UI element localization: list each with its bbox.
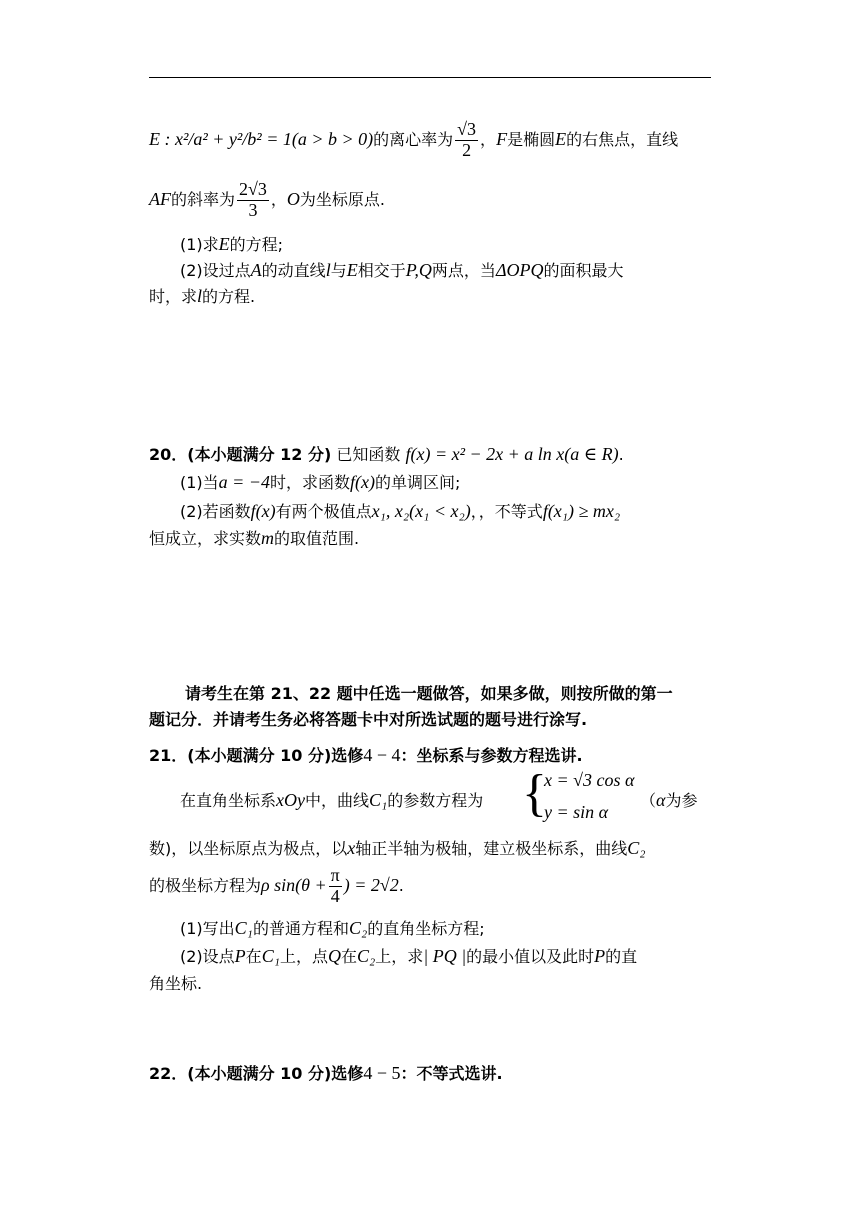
- p21-question1: (1)写出C₁的普通方程和C₂的直角坐标方程;: [180, 918, 485, 938]
- p21-line1-suffix: （α为参: [640, 790, 698, 810]
- p19-question1: (1)求E的方程;: [180, 234, 284, 254]
- p21-question2-line2: 角坐标.: [149, 974, 203, 993]
- pi-over-four-fraction: $\frac{\pi}{4}$: [330, 865, 340, 906]
- p20-question2-line2: 恒成立，求实数m的取值范围.: [149, 528, 360, 548]
- p21-line1: 在直角坐标系xOy中，曲线C₁的参数方程为: [180, 790, 484, 810]
- ellipse-equation: E : x²/a² + y²/b² = 1(a > b > 0): [149, 128, 374, 149]
- p19-line2: AF的斜率为 $\frac{2√3}{3}$ ，O为坐标原点.: [149, 179, 386, 220]
- eccentricity-fraction: $\frac{√3}{2}$: [457, 119, 477, 160]
- p21-line3: 的极坐标方程为ρ sin(θ + $\frac{\pi}{4}$ ) = 2√2.: [149, 865, 404, 906]
- instruction-line1: 请考生在第 21、22 题中任选一题做答，如果多做，则按所做的第一: [185, 684, 673, 703]
- p19-question2: (2)设过点A的动直线l与E相交于P,Q两点，当ΔOPQ的面积最大: [180, 260, 624, 280]
- p21-question2: (2)设点P在C₁上，点Q在C₂上，求| PQ |的最小值以及此时P的直: [180, 946, 638, 966]
- system-row2: y = sin α: [544, 802, 609, 822]
- p21-heading: 21．(本小题满分 10 分)选修4 − 4：坐标系与参数方程选讲.: [149, 745, 583, 765]
- left-brace: {: [522, 765, 547, 822]
- p19-line1: E : x²/a² + y²/b² = 1(a > b > 0)的离心率为 $\frac{√3}{2}$ ，F是椭圆E的右焦点，直线: [149, 119, 679, 160]
- header-rule: [149, 77, 711, 78]
- p21-line2: 数)，以坐标原点为极点，以x轴正半轴为极轴，建立极坐标系，曲线C₂: [149, 838, 646, 858]
- p20-question1: (1)当a = −4时，求函数f(x)的单调区间;: [180, 472, 461, 492]
- p20-question2: (2)若函数f(x)有两个极值点x₁, x₂(x₁ < x₂)，，不等式f(x₁) ≥ mx₂: [180, 501, 621, 521]
- p19-question2-line2: 时，求l的方程.: [149, 286, 256, 306]
- p22-heading: 22．(本小题满分 10 分)选修4 − 5：不等式选讲.: [149, 1063, 503, 1083]
- instruction-line2: 题记分．并请考生务必将答题卡中对所选试题的题号进行涂写.: [149, 710, 588, 729]
- p20-heading: 20．(本小题满分 12 分) 已知函数 f(x) = x² − 2x + a ln x(a ∈ R).: [149, 444, 624, 464]
- system-row1: x = √3 cos α: [544, 770, 635, 790]
- function-definition: f(x) = x² − 2x + a ln x(a ∈ R): [405, 444, 619, 464]
- slope-fraction: $\frac{2√3}{3}$: [239, 179, 267, 220]
